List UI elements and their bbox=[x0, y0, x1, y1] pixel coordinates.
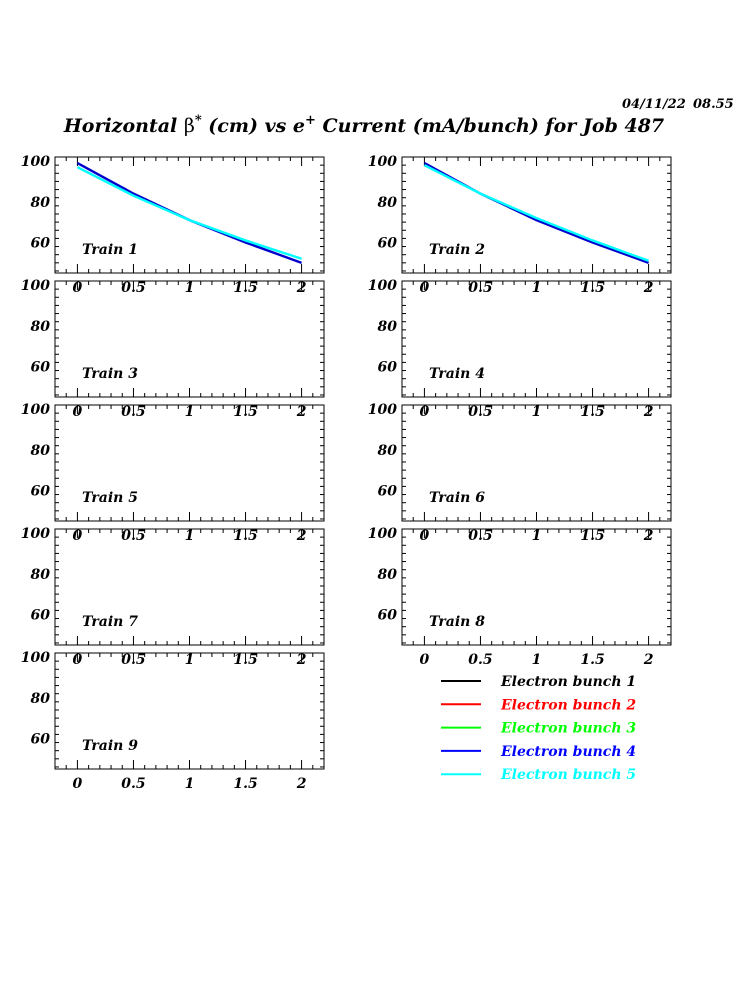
train-label: Train 3 bbox=[82, 366, 138, 382]
x-tick-label: 1 bbox=[531, 280, 542, 296]
x-tick-label: 1.5 bbox=[233, 404, 258, 420]
legend-label: Electron bunch 3 bbox=[501, 720, 637, 737]
chart-title bbox=[63, 113, 664, 137]
train-label: Train 2 bbox=[429, 242, 485, 258]
y-tick-label: 60 bbox=[377, 235, 397, 252]
y-tick-label: 80 bbox=[377, 318, 397, 335]
legend-item bbox=[441, 721, 636, 737]
panel-6 bbox=[368, 402, 671, 544]
y-tick-label: 100 bbox=[367, 154, 397, 171]
train-label: Train 8 bbox=[429, 614, 485, 630]
x-tick-label: 0 bbox=[72, 652, 83, 668]
x-tick-label: 2 bbox=[296, 404, 307, 420]
y-tick-label: 60 bbox=[30, 359, 50, 376]
x-tick-label: 1.5 bbox=[580, 652, 605, 668]
legend bbox=[441, 674, 636, 783]
panel-5 bbox=[21, 402, 324, 544]
panels-group bbox=[21, 154, 671, 792]
x-tick-label: 2 bbox=[296, 652, 307, 668]
x-tick-label: 0.5 bbox=[468, 404, 493, 420]
x-tick-label: 2 bbox=[643, 404, 654, 420]
y-tick-label: 100 bbox=[20, 402, 50, 419]
y-tick-label: 80 bbox=[30, 566, 50, 583]
y-tick-label: 100 bbox=[20, 526, 50, 543]
y-tick-label: 80 bbox=[30, 690, 50, 707]
time-label: 08.55 bbox=[693, 97, 734, 112]
x-tick-label: 2 bbox=[643, 528, 654, 544]
x-tick-label: 0.5 bbox=[121, 528, 146, 544]
panel-9 bbox=[21, 650, 324, 792]
y-tick-label: 60 bbox=[377, 607, 397, 624]
x-tick-label: 1 bbox=[531, 404, 542, 420]
y-tick-label: 60 bbox=[30, 607, 50, 624]
y-tick-label: 60 bbox=[30, 731, 50, 748]
x-tick-label: 1 bbox=[184, 528, 195, 544]
title-mid: (cm) vs e bbox=[201, 115, 306, 137]
x-tick-label: 2 bbox=[643, 652, 654, 668]
y-tick-label: 100 bbox=[20, 278, 50, 295]
x-tick-label: 0 bbox=[72, 280, 83, 296]
x-tick-label: 1.5 bbox=[233, 776, 258, 792]
y-tick-label: 60 bbox=[377, 359, 397, 376]
title-prefix: Horizontal bbox=[63, 115, 184, 137]
x-tick-label: 0.5 bbox=[121, 404, 146, 420]
panel-1 bbox=[21, 154, 324, 296]
x-tick-label: 1 bbox=[184, 404, 195, 420]
x-tick-label: 0 bbox=[419, 528, 430, 544]
panel-2 bbox=[368, 154, 671, 296]
title-plus: + bbox=[305, 113, 316, 128]
x-tick-label: 1 bbox=[184, 652, 195, 668]
x-tick-label: 0.5 bbox=[121, 280, 146, 296]
y-tick-label: 80 bbox=[377, 194, 397, 211]
y-tick-label: 80 bbox=[377, 566, 397, 583]
x-tick-label: 2 bbox=[296, 528, 307, 544]
panel-4 bbox=[368, 278, 671, 420]
legend-item bbox=[441, 744, 636, 760]
legend-label: Electron bunch 1 bbox=[501, 674, 637, 690]
x-tick-label: 1.5 bbox=[233, 652, 258, 668]
x-tick-label: 1 bbox=[531, 528, 542, 544]
x-tick-label: 2 bbox=[296, 776, 307, 792]
y-tick-label: 60 bbox=[30, 235, 50, 252]
y-tick-label: 100 bbox=[367, 402, 397, 419]
x-tick-label: 0 bbox=[419, 652, 430, 668]
date-label: 04/11/22 bbox=[622, 97, 686, 112]
legend-item bbox=[441, 767, 636, 783]
legend-item bbox=[441, 674, 636, 690]
y-tick-label: 100 bbox=[367, 526, 397, 543]
x-tick-label: 1 bbox=[184, 776, 195, 792]
panel-8 bbox=[368, 526, 671, 668]
title-star: * bbox=[194, 113, 202, 128]
x-tick-label: 0.5 bbox=[121, 776, 146, 792]
legend-label: Electron bunch 5 bbox=[501, 767, 637, 784]
train-label: Train 4 bbox=[429, 366, 485, 382]
x-tick-label: 2 bbox=[296, 280, 307, 296]
title-suffix: Current (mA/bunch) for Job 487 bbox=[315, 115, 665, 137]
x-tick-label: 0 bbox=[72, 528, 83, 544]
x-tick-label: 1.5 bbox=[233, 528, 258, 544]
train-label: Train 6 bbox=[429, 490, 485, 506]
y-tick-label: 100 bbox=[367, 278, 397, 295]
x-tick-label: 0 bbox=[72, 404, 83, 420]
x-tick-label: 1.5 bbox=[580, 404, 605, 420]
legend-label: Electron bunch 2 bbox=[501, 697, 637, 714]
train-label: Train 7 bbox=[82, 614, 138, 630]
x-tick-label: 1.5 bbox=[580, 528, 605, 544]
x-tick-label: 0 bbox=[419, 280, 430, 296]
y-tick-label: 100 bbox=[20, 154, 50, 171]
panel-7 bbox=[21, 526, 324, 668]
y-tick-label: 80 bbox=[30, 194, 50, 211]
title-beta: β bbox=[183, 115, 195, 137]
legend-label: Electron bunch 4 bbox=[501, 743, 637, 760]
x-tick-label: 1.5 bbox=[580, 280, 605, 296]
x-tick-label: 1.5 bbox=[233, 280, 258, 296]
x-tick-label: 1 bbox=[184, 280, 195, 296]
x-tick-label: 2 bbox=[643, 280, 654, 296]
train-label: Train 5 bbox=[82, 490, 138, 506]
y-tick-label: 80 bbox=[30, 442, 50, 459]
y-tick-label: 100 bbox=[20, 650, 50, 667]
train-label: Train 9 bbox=[82, 738, 138, 754]
legend-item bbox=[441, 697, 636, 713]
train-label: Train 1 bbox=[82, 242, 138, 258]
x-tick-label: 0 bbox=[419, 404, 430, 420]
y-tick-label: 60 bbox=[377, 483, 397, 500]
x-tick-label: 0.5 bbox=[121, 652, 146, 668]
x-tick-label: 0.5 bbox=[468, 280, 493, 296]
y-tick-label: 60 bbox=[30, 483, 50, 500]
x-tick-label: 0.5 bbox=[468, 652, 493, 668]
y-tick-label: 80 bbox=[377, 442, 397, 459]
panel-3 bbox=[21, 278, 324, 420]
x-tick-label: 0 bbox=[72, 776, 83, 792]
y-tick-label: 80 bbox=[30, 318, 50, 335]
x-tick-label: 0.5 bbox=[468, 528, 493, 544]
x-tick-label: 1 bbox=[531, 652, 542, 668]
